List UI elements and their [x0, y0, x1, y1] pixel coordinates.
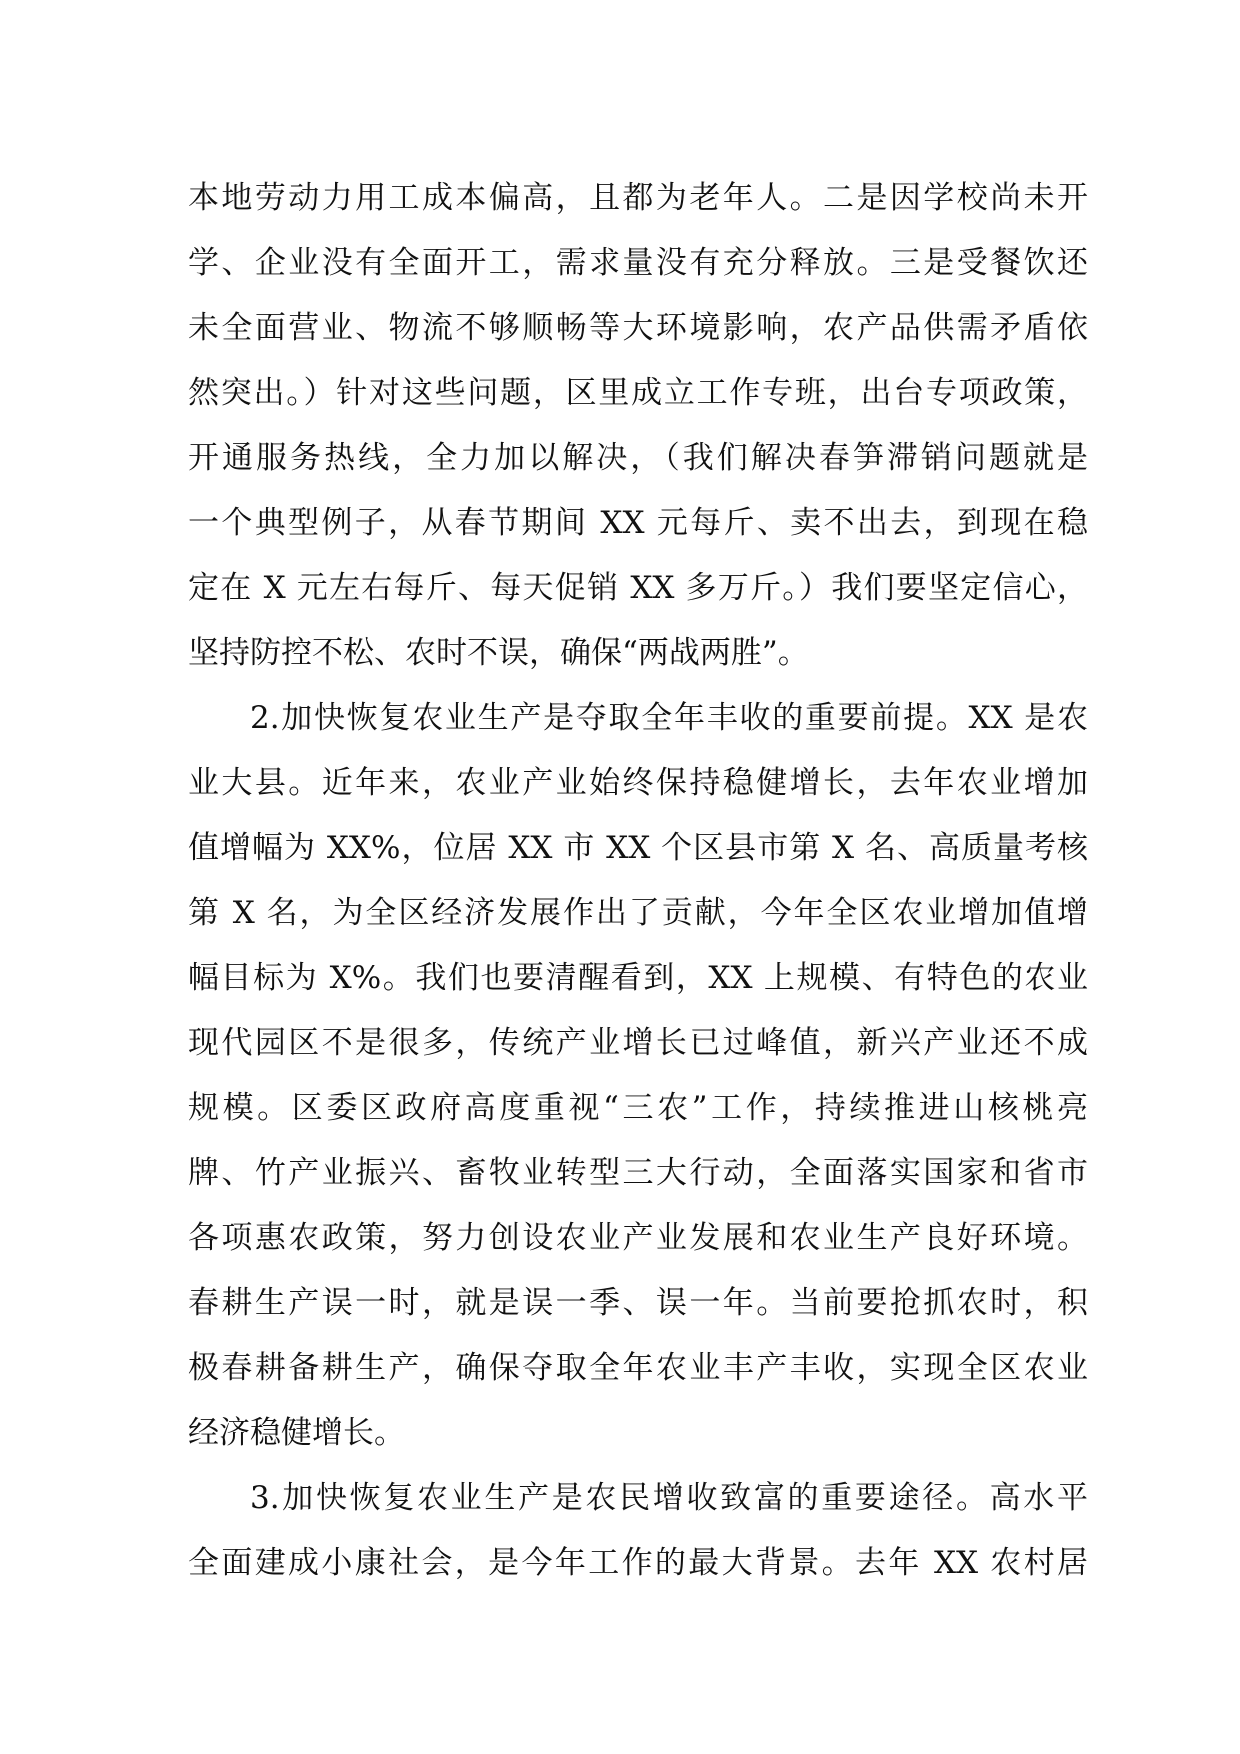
- text-line: 极春耕备耕生产，确保夺取全年农业丰产丰收，实现全区农业: [188, 1350, 1088, 1386]
- paragraph-3-first-line: 3.加快恢复农业生产是农民增收致富的重要途径。高水平: [250, 1480, 1088, 1516]
- text-line: 现代园区不是很多，传统产业增长已过峰值，新兴产业还不成: [188, 1025, 1088, 1061]
- text-line: 学、企业没有全面开工，需求量没有充分释放。三是受餐饮还: [188, 245, 1088, 281]
- text-line: 第 X 名，为全区经济发展作出了贡献，今年全区农业增加值增: [188, 895, 1088, 931]
- text-line: 幅目标为 X%。我们也要清醒看到，XX 上规模、有特色的农业: [188, 960, 1088, 996]
- paragraph-2-first-line: 2.加快恢复农业生产是夺取全年丰收的重要前提。XX 是农: [250, 700, 1088, 736]
- text-line: 各项惠农政策，努力创设农业产业发展和农业生产良好环境。: [188, 1220, 1088, 1256]
- text-line: 定在 X 元左右每斤、每天促销 XX 多万斤。）我们要坚定信心，: [188, 570, 1088, 606]
- text-line: 经济稳健增长。: [188, 1415, 405, 1451]
- text-line: 春耕生产误一时，就是误一季、误一年。当前要抢抓农时，积: [188, 1285, 1088, 1321]
- text-line: 开通服务热线，全力加以解决，（我们解决春笋滞销问题就是: [188, 440, 1088, 476]
- text-line: 本地劳动力用工成本偏高，且都为老年人。二是因学校尚未开: [188, 180, 1088, 216]
- text-line: 值增幅为 XX%，位居 XX 市 XX 个区县市第 X 名、高质量考核: [188, 830, 1088, 866]
- body-text: [188, 166, 1088, 1596]
- text-line: 全面建成小康社会，是今年工作的最大背景。去年 XX 农村居: [188, 1545, 1088, 1581]
- text-line: 坚持防控不松、农时不误，确保“两战两胜”。: [188, 635, 809, 671]
- text-line: 规模。区委区政府高度重视“三农”工作，持续推进山核桃亮: [188, 1090, 1088, 1126]
- text-line: 一个典型例子，从春节期间 XX 元每斤、卖不出去，到现在稳: [188, 505, 1088, 541]
- text-line: 牌、竹产业振兴、畜牧业转型三大行动，全面落实国家和省市: [188, 1155, 1088, 1191]
- text-line: 然突出。）针对这些问题，区里成立工作专班，出台专项政策，: [188, 375, 1088, 411]
- text-line: 未全面营业、物流不够顺畅等大环境影响，农产品供需矛盾依: [188, 310, 1088, 346]
- text-line: 业大县。近年来，农业产业始终保持稳健增长，去年农业增加: [188, 765, 1088, 801]
